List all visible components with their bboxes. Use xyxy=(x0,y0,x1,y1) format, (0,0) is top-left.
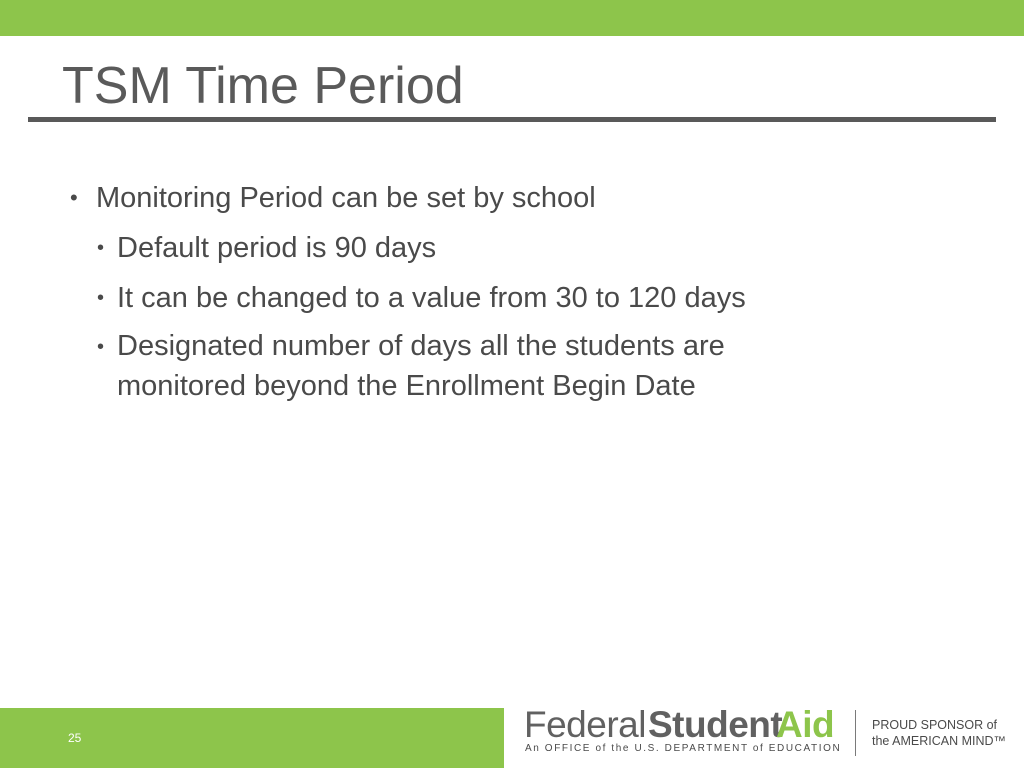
top-accent-bar xyxy=(0,0,1024,36)
footer-divider xyxy=(855,710,856,756)
slide-title: TSM Time Period xyxy=(62,57,464,115)
bullet-dot: • xyxy=(97,287,105,309)
page-number: 25 xyxy=(68,731,82,745)
sponsor-tagline xyxy=(872,717,1006,749)
bullet-level2-item: Designated number of days all the students are monitored beyond the Enrollment Begin Date xyxy=(117,330,725,402)
logo-word-federal: Federal xyxy=(524,704,646,745)
bullet-level2-item: Default period is 90 days xyxy=(117,232,437,264)
bullet-level2-item: It can be changed to a value from 30 to 120 days xyxy=(117,282,746,314)
bullet-dot: • xyxy=(97,336,105,358)
bullet-level1: Monitoring Period can be set by school xyxy=(96,182,596,214)
federal-student-aid-logo xyxy=(524,704,844,764)
logo-subtitle: An OFFICE of the U.S. DEPARTMENT of EDUCATION xyxy=(525,743,842,754)
title-underline xyxy=(28,117,996,122)
bullet-dot: • xyxy=(97,237,105,259)
logo-word-student: Student xyxy=(648,704,783,745)
sponsor-line-1: PROUD SPONSOR of xyxy=(872,718,998,732)
bullet-dot: • xyxy=(70,185,78,210)
sponsor-line-2: the AMERICAN MIND™ xyxy=(872,734,1007,748)
logo-word-aid: Aid xyxy=(776,704,835,745)
